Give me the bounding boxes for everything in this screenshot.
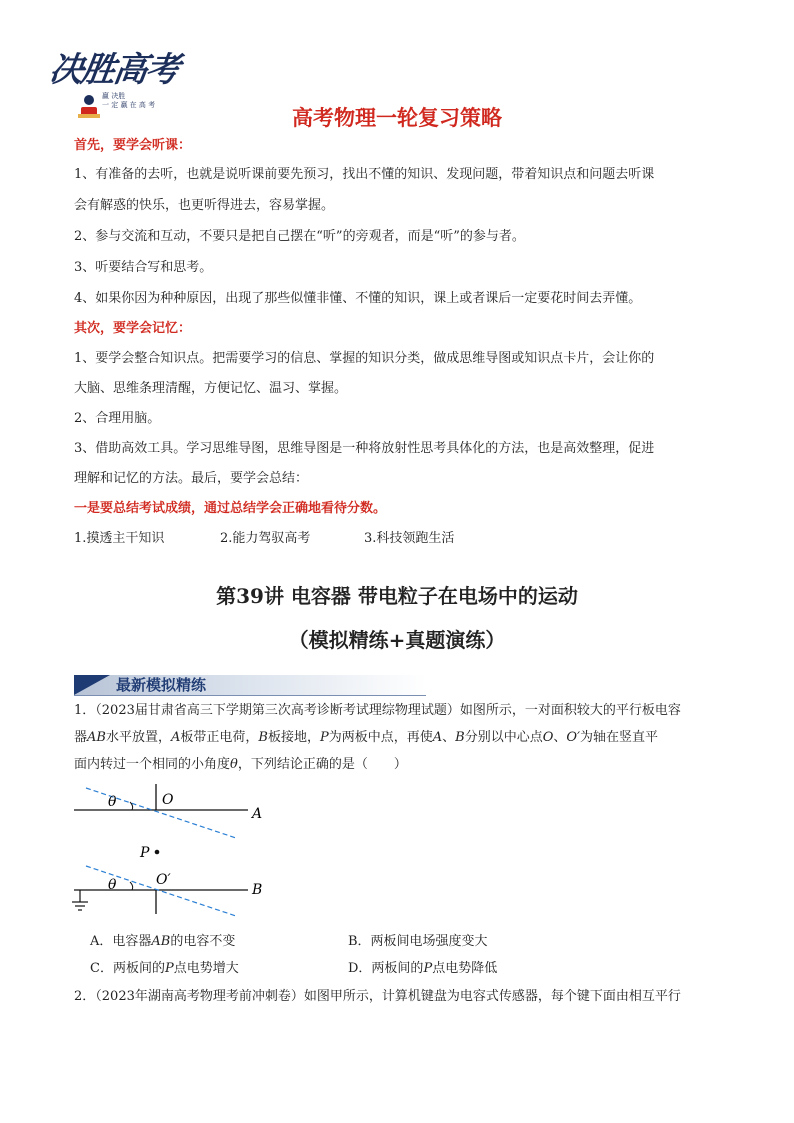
q1-option-b[interactable]: B．两板间电场强度变大 <box>348 934 488 949</box>
logo-text: 决胜高考 <box>46 50 181 90</box>
section1-p3: 3、听要结合写和思考。 <box>74 260 213 275</box>
logo-subtitle: 赢 决胜 一 定 赢 在 高 考 <box>102 92 156 109</box>
section1-p1-line2: 会有解惑的快乐，也更听得进去，容易掌握。 <box>74 198 335 213</box>
capacitor-figure <box>70 778 280 918</box>
tip-2: 2.能力驾驭高考 <box>220 531 311 546</box>
label-O: O <box>162 792 174 808</box>
lecture-title: 第39讲 电容器 带电粒子在电场中的运动 <box>216 584 578 608</box>
summary-line: 一是要总结考试成绩，通过总结学会正确地看待分数。 <box>74 501 387 516</box>
section2-p1-line2: 大脑、思维条理清醒，方便记忆、温习、掌握。 <box>74 381 348 396</box>
section1-p4: 4、如果你因为种种原因，出现了那些似懂非懂、不懂的知识，课上或者课后一定要花时间去弄懂。 <box>74 291 642 306</box>
lecture-subtitle: （模拟精练+真题演练） <box>288 628 506 652</box>
section1-p2: 2、参与交流和互动，不要只是把自己摆在“听”的旁观者，而是“听”的参与者。 <box>74 229 525 244</box>
label-O-prime: O′ <box>156 872 171 888</box>
q1-line3: 面内转过一个相同的小角度θ，下列结论正确的是（ ） <box>74 757 407 772</box>
section2-p2: 2、合理用脑。 <box>74 411 161 426</box>
banner-label: 最新模拟精练 <box>116 676 207 694</box>
q1-option-a[interactable]: A．电容器AB的电容不变 <box>90 934 236 949</box>
label-A: A <box>252 806 263 822</box>
label-P: P <box>140 845 150 861</box>
section1-p1-line1: 1、有准备的去听，也就是说听课前要先预习，找出不懂的知识、发现问题，带着知识点和问题去听课 <box>74 167 655 182</box>
section2-p1-line1: 1、要学会整合知识点。把需要学习的信息、掌握的知识分类，做成思维导图或知识点卡片，会让你的 <box>74 351 655 366</box>
label-B: B <box>252 882 263 898</box>
q2-line1: 2．（2023年湖南高考物理考前冲刺卷）如图甲所示，计算机键盘为电容式传感器，每个键下面由相互平行 <box>74 989 681 1004</box>
theta-label-bottom: θ <box>108 877 117 893</box>
section2-p3-line1: 3、借助高效工具。学习思维导图，思维导图是一种将放射性思考具体化的方法，也是高效整理，促进 <box>74 441 655 456</box>
section2-p3-line2: 理解和记忆的方法。最后，要学会总结： <box>74 471 309 486</box>
section-banner <box>74 675 426 697</box>
section1-heading: 首先，要学会听课： <box>74 138 192 153</box>
tip-1: 1.摸透主干知识 <box>74 531 165 546</box>
q1-option-c[interactable]: C．两板间的P点电势增大 <box>90 961 239 976</box>
theta-label-top: θ <box>108 794 117 810</box>
q1-line1: 1．（2023届甘肃省高三下学期第三次高考诊断考试理综物理试题）如图所示，一对面积较大的平行板电容 <box>74 703 681 718</box>
q1-line2: 器AB水平放置，A板带正电荷，B板接地，P为两板中点，再使A、B分别以中心点O、O′为轴在竖直平 <box>74 730 659 745</box>
section2-heading: 其次，要学会记忆： <box>74 321 192 336</box>
page-title: 高考物理一轮复习策略 <box>292 106 502 130</box>
q1-option-d[interactable]: D．两板间的P点电势降低 <box>348 961 498 976</box>
tip-3: 3.科技领跑生活 <box>364 531 455 546</box>
